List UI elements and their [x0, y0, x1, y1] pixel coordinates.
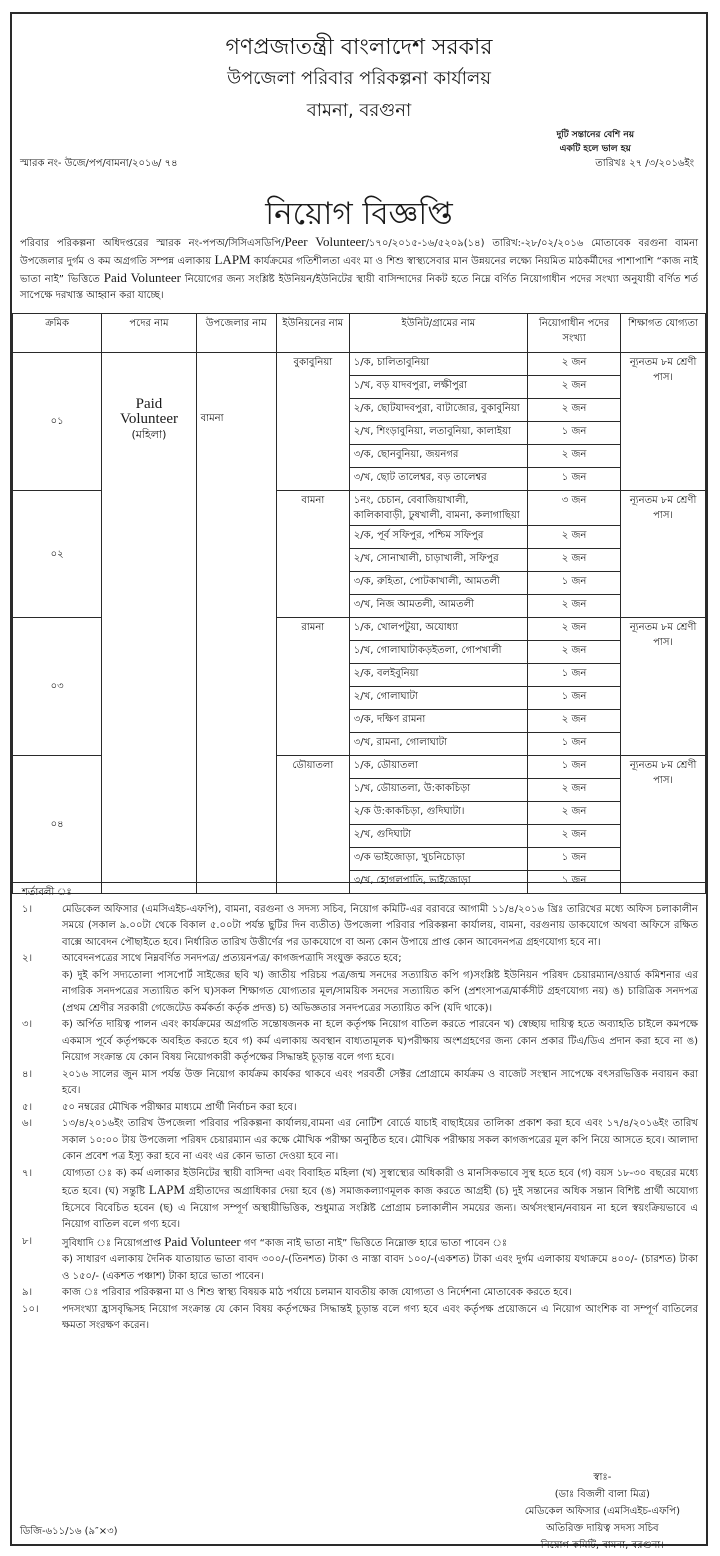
- header-serial: ক্রমিক: [13, 314, 102, 353]
- unit-name-cell: ১/ক, খোলপটুয়া, অযোধ্যা: [349, 618, 527, 641]
- serial-cell: ০১: [13, 353, 102, 491]
- post-name-en: Paid Volunteer: [119, 396, 178, 427]
- unit-name-cell: ৩/ক, দক্ষিণ রামনা: [349, 710, 527, 733]
- post-count-cell: ২ জন: [528, 445, 621, 468]
- unit-name-cell: ৩/খ, নিজ আমতলী, আমতলী: [349, 595, 527, 618]
- unit-name-cell: ১/খ, গোলাঘাটাকড়ইতলা, গোপখালী: [349, 641, 527, 664]
- term-item: [22, 1302, 698, 1335]
- notice-page: [10, 12, 708, 1551]
- header-education: শিক্ষাগত যোগ্যতা: [621, 314, 706, 353]
- term-item: [22, 902, 698, 952]
- term-text: কাজ ঃ পরিবার পরিকল্পনা মা ও শিশু স্বাস্থ্য বিষয়ক মাঠ পর্যায়ে চলমান যাবতীয় কাজ যোগ্যতা ও নির্দেশনা মোতাবেক করতে হবে।: [62, 1287, 572, 1298]
- post-count-cell: ২ জন: [528, 825, 621, 848]
- term-text-en: Paid Volunteer: [164, 1233, 241, 1249]
- post-count-cell: ১ জন: [528, 664, 621, 687]
- post-count-cell: ১ জন: [528, 848, 621, 871]
- post-count-cell: ২ জন: [528, 526, 621, 549]
- memo-number: স্মারক নং- উজে/পপ/বামনা/২০১৬/ ৭৪: [20, 158, 178, 169]
- signature-block: [525, 1469, 680, 1554]
- unit-name-cell: ৩/ক ভাইজোড়া, খুচনিচোড়া: [349, 848, 527, 871]
- term-number: ১।: [22, 903, 33, 915]
- unit-name-cell: ৩/খ, হোগলপাতি, ভাইজোড়া: [349, 871, 527, 894]
- education-cell: ন্যূনতম ৮ম শ্রেণী পাস।: [621, 353, 706, 491]
- unit-name-cell: ১/খ, বড় যাদবপুরা, লক্ষীপুরা: [349, 376, 527, 399]
- term-item: [22, 1067, 698, 1100]
- term-number: ৬।: [22, 1118, 33, 1129]
- term-item: [22, 1100, 698, 1117]
- term-item: [22, 1166, 698, 1234]
- table-header-row: [13, 314, 706, 353]
- vacancy-table: [12, 313, 706, 894]
- post-count-cell: ২ জন: [528, 779, 621, 802]
- serial-cell: ০৩: [13, 618, 102, 756]
- term-item: [22, 1285, 698, 1302]
- unit-name-cell: ১/খ, ডৌয়াতলা, উ:কাকচিড়া: [349, 779, 527, 802]
- term-text-en: LAPM: [148, 1182, 185, 1197]
- header-union: ইউনিয়নের নাম: [276, 314, 349, 353]
- unit-name-cell: ২/খ, শিংড়াবুনিয়া, লতাবুনিয়া, কালাইয়া: [349, 422, 527, 445]
- post-count-cell: ২ জন: [528, 376, 621, 399]
- unit-name-cell: ২/খ, গুদিঘাটা: [349, 825, 527, 848]
- motto-line-2: একটি হলে ভাল হয়: [559, 144, 631, 154]
- unit-name-cell: ২/ক, ছোটযাদবপুরা, বাটাজোর, বুকাবুনিয়া: [349, 399, 527, 422]
- signatory-designation: মেডিকেল অফিসার (এমসিএইচ-এফপি): [524, 1506, 680, 1517]
- term-text: মেডিকেল অফিসার (এমসিএইচ-এফপি), বামনা, বরগুনা ও সদস্য সচিব, নিয়োগ কমিটি-এর বরাবরে আগামী ১১/৪/২০১৬ খ্রিঃ তারিখের মধ্যে অফিস চলাকালীন সময়ে (সকাল ৯.০০টা থেকে বিকাল ৫.০০টা পর্যন্ত ছুটির দিন ব্যতীত) উপজেলা পরিবার পরিকল্পনা কার্যালয়, বামনা, বরগুনায় ডাকযোগে অথবা অফিসে রক্ষিত বাক্সে আবেদন পৌছাইতে হবে। নির্ধারিত তারিখ উত্তীর্ণের পর ডাকযোগে বা অন্য কোন উপায়ে প্রাপ্ত কোন আবেদনপত্র গ্রহণযোগ্য হবে না।: [62, 903, 698, 948]
- union-cell: রামনা: [276, 618, 349, 756]
- header-upazila: উপজেলার নাম: [196, 314, 276, 353]
- motto-line-1: দুটি সন্তানের বেশি নয়: [556, 130, 634, 140]
- upazila-name: বামনা: [200, 413, 224, 424]
- table-row: [13, 353, 706, 376]
- post-count-cell: ২ জন: [528, 802, 621, 825]
- term-number: ৩।: [22, 1019, 33, 1030]
- unit-name-cell: ৩/খ, ছোট তালেশ্বর, বড় তালেশ্বর: [349, 468, 527, 491]
- location-heading: বামনা, বরগুনা: [306, 100, 412, 121]
- term-text: [62, 1234, 698, 1253]
- post-count-cell: ১ জন: [528, 687, 621, 710]
- signatory-name: (ডাঃ বিজলী বালা মিত্র): [554, 1489, 650, 1500]
- family-planning-motto: [556, 128, 634, 156]
- unit-name-cell: ২/ক, পূর্ব সফিপুর, পশ্চিম সফিপুর: [349, 526, 527, 549]
- unit-name-cell: ১/ক, চালিতাবুনিয়া: [349, 353, 527, 376]
- post-count-cell: ৩ জন: [528, 491, 621, 526]
- post-name-cell: [102, 353, 196, 894]
- term-text: ৫০ নম্বরের মৌখিক পরীক্ষার মাধ্যমে প্রার্থী নির্বাচন করা হবে।: [62, 1101, 297, 1113]
- intro-part-4: নিয়োগের জন্য সংশ্লিষ্ট ইউনিয়ন/ইউনিটের স্থায়ী বাসিন্দাদের নিকট হতে নিম্নে বর্ণিত নিয়োগাধীন পদের সংখ্যা অনুযায়ী বর্ণিত শর্ত সাপেক্ষে দরখাস্ত আহ্বান করা যাচ্ছে।: [20, 274, 699, 301]
- term-text: [62, 1166, 698, 1234]
- header-post-count: নিয়োগাধীন পদের সংখ্যা: [528, 314, 621, 353]
- upazila-cell: [196, 353, 276, 894]
- table-body: [13, 353, 706, 894]
- notice-title: নিয়োগ বিজ্ঞপ্তি: [265, 196, 453, 232]
- term-text: ক) অর্পিত দায়িত্ব পালন এবং কার্যক্রমের অগ্রগতি সন্তোষজনক না হলে কর্তৃপক্ষ নিয়োগ বাতিল করতে পারবেন খ) স্বেচ্ছায় দায়িত্ব হতে অব্যাহতি চাইলে কমপক্ষে একমাস পূর্বে কর্তৃপক্ষকে অবহিত করতে হবে গ) কর্ম এলাকায় অবস্থান বাধ্যতামূলক ঘ)পরীক্ষায় অংশগ্রহণের জন্য কোন প্রকার টিএ/ডিএ প্রদান করা হবে না ঙ) নিয়োগ সংক্রান্ত যে কোন বিষয় নিয়োগকারী কর্তৃপক্ষের সিদ্ধান্তই চূড়ান্ত বলে গণ্য হবে।: [62, 1019, 698, 1063]
- term-number: ৯।: [22, 1287, 33, 1298]
- signatory-role: অতিরিক্ত দায়িত্ব সদস্য সচিব: [546, 1523, 659, 1534]
- term-text-b: গ্রহীতাদের অগ্রাধিকার দেয়া হবে (ঙ) সমাজকল্যাণমূলক কাজ করতে আগ্রহী (চ) দুই সন্তানের অধিক সন্তান বিশিষ্ট প্রার্থী অযোগ্য হিসেবে বিবেচিত হবেন (ছ) এ নিয়োগ সম্পূর্ণ অস্থায়ীভিত্তিক, শুধুমাত্র সংশ্লিষ্ট প্রোগ্রাম চলাকালীন সময়ের জন্য। অর্থসংস্থান/নবায়ন না হলে স্বয়ংক্রিয়ভাবে এ নিয়োগ বাতিল বলে গণ্য হবে।: [62, 1186, 698, 1230]
- unit-name-cell: ২/খ, সোনাখালী, চাড়াখালী, সফিপুর: [349, 549, 527, 572]
- term-number: ৮।: [22, 1235, 33, 1247]
- term-item: [22, 1017, 698, 1067]
- unit-name-cell: ৩/ক, ছোনবুনিয়া, জয়নগর: [349, 445, 527, 468]
- terms-title: শর্তাবলী ঃ: [22, 887, 72, 898]
- term-text: ১৩/৪/২০১৬ইং তারিখ উপজেলা পরিবার পরিকল্পনা কার্যালয়,বামনা এর নোটিশ বোর্ডে যাচাই বাছাইয়ের তালিকা প্রকাশ করা হবে এবং ১৭/৪/২০১৬ইং তারিখ সকাল ১০:০০ টায় উপজেলা পরিষদ চেয়ারম্যান এর কক্ষে মৌখিক পরীক্ষা অনুষ্ঠিত হবে। মৌখিক পরীক্ষায় সকল কাগজপত্রের মূল কপি নিয়ে আসতে হবে। আলাদা কোন প্রবেশ পত্র ইস্যু করা হবে না এবং এর কোন ভাতা দেওয়া হবে না।: [62, 1118, 698, 1162]
- term-number: ৭।: [22, 1167, 33, 1179]
- header-unit: ইউনিট/গ্রামের নাম: [349, 314, 527, 353]
- intro-part-2: /১৭০/২০১৫-১৬/৫২০৯(১৪) তারিখ:-২৮/০২/২০১৬ মোতাবেক বরগুনা বামনা উপজেলার দুর্গম ও কম অগ্রগতি সম্পন্ন এলাকায়: [20, 238, 698, 267]
- education-cell: ন্যূনতম ৮ম শ্রেণী পাস।: [621, 618, 706, 756]
- intro-part-3: কার্যক্রমের গতিশীলতা এবং মা ও শিশু স্বাস্থ্যসেবার মান উন্নয়নের লক্ষ্যে নিয়মিত মাঠকর্মীদের পাশাপাশি “কাজ নাই ভাতা নাই” ভিত্তিতে: [20, 256, 698, 285]
- term-text: আবেদনপত্রের সাথে নিম্নবর্ণিত সনদপত্র/ প্রত্যয়নপত্র/ কাগজপত্রাদি সংযুক্ত করতে হবে;: [62, 953, 402, 964]
- term-number: ২।: [22, 953, 33, 964]
- unit-name-cell: ২/ক উ:কাকচিড়া, গুদিঘাটা।: [349, 802, 527, 825]
- terms-section: [12, 882, 706, 1335]
- term-text-block: [62, 1234, 698, 1286]
- term-text: পদসংখ্যা হ্রাসবৃদ্ধিসহ নিয়োগ সংক্রান্ত যে কোন বিষয় কর্তৃপক্ষের সিদ্ধান্তই চূড়ান্ত বলে গণ্য হবে এবং কর্তৃপক্ষ প্রয়োজনে এ নিয়োগ আংশিক বা সম্পূর্ণ বাতিলের ক্ষমতা সংরক্ষণ করেন।: [62, 1303, 698, 1331]
- post-count-cell: ১ জন: [528, 756, 621, 779]
- term-item: [22, 1116, 698, 1166]
- post-count-cell: ২ জন: [528, 641, 621, 664]
- term-item: [22, 951, 698, 1017]
- signatory-committee: নিয়োগ কমিটি, বামনা, বরগুনা।: [540, 1540, 664, 1551]
- term-text-b: গণ “কাজ নাই ভাতা নাই” ভিত্তিতে নিম্নোক্ত হারে ভাতা পাবেন ঃ: [240, 1237, 508, 1249]
- post-count-cell: ২ জন: [528, 618, 621, 641]
- publication-code: ডিজি-৬১১/১৬ (৯″×৩): [20, 1526, 118, 1537]
- post-count-cell: ১ জন: [528, 422, 621, 445]
- term-number: ১০।: [22, 1303, 39, 1315]
- post-count-cell: ১ জন: [528, 572, 621, 595]
- post-count-cell: ১ জন: [528, 468, 621, 491]
- serial-cell: ০৪: [13, 756, 102, 894]
- unit-name-cell: ২/খ, গোলাঘাটা: [349, 687, 527, 710]
- post-count-cell: ২ জন: [528, 399, 621, 422]
- post-count-cell: ২ জন: [528, 353, 621, 376]
- unit-name-cell: ৩/ক, রুহিতা, পোটকাখালী, আমতলী: [349, 572, 527, 595]
- post-count-cell: ২ জন: [528, 595, 621, 618]
- union-cell: ডৌয়াতলা: [276, 756, 349, 894]
- post-count-cell: ১ জন: [528, 871, 621, 894]
- office-heading: উপজেলা পরিবার পরিকল্পনা কার্যালয়: [227, 68, 491, 89]
- union-cell: বুকাবুনিয়া: [276, 353, 349, 491]
- unit-name-cell: ৩/খ, রামনা, গোলাঘাটা: [349, 733, 527, 756]
- term-item: [22, 1234, 698, 1286]
- serial-cell: ০২: [13, 491, 102, 618]
- term-subtext: ক) সাধারণ এলাকায় দৈনিক যাতায়াত ভাতা বাবদ ৩০০/-(তিনশত) টাকা ও নাস্তা বাবদ ১০০/-(একশত) টাকা এবং দুর্গম এলাকায় যথাক্রমে ৪০০/- (চারশত) টাকা ও ১৫০/- (একশত পঞ্চাশ) টাকা হারে ভাতা পাবেন।: [62, 1254, 698, 1282]
- education-cell: ন্যূনতম ৮ম শ্রেণী পাস।: [621, 491, 706, 618]
- post-name-bn: (মহিলা): [131, 428, 167, 441]
- post-count-cell: ২ জন: [528, 710, 621, 733]
- government-heading: গণপ্রজাতন্ত্রী বাংলাদেশ সরকার: [225, 35, 493, 60]
- intro-paragraph: [20, 234, 698, 304]
- header-post-name: পদের নাম: [102, 314, 196, 353]
- unit-name-cell: ১নং, চেচান, বেবাজিয়াখালী, কালিকাবাড়ী, ঢুষখালী, বামনা, কলাগাছিয়া: [349, 491, 527, 526]
- term-number: ৫।: [22, 1101, 33, 1113]
- term-subtext: ক) দুই কপি সদ্যতোলা পাসপোর্ট সাইজের ছবি খ) জাতীয় পরিচয় পত্র/জন্ম সনদের সত্যায়িত কপি গ)সংশ্লিষ্ট ইউনিয়ন পরিষদ চেয়ারম্যান/ওয়ার্ড কমিশনার এর নাগরিক সনদপত্রের সত্যায়িত কপি ঘ)সকল শিক্ষাগত যোগ্যতার মূল/সাময়িক সনদের সত্যায়িত কপি (প্রশংসাপত্র/মার্কসীট গ্রহণযোগ্য নয়) ঙ) চারিত্রিক সনদপত্র (প্রথম শ্রেণীর সরকারী গেজেটেড কর্মকর্তা কর্তৃক প্রদত্ত) চ) অভিজ্ঞতার সনদপত্রের সত্যায়িত কপি (যদি থাকে)।: [62, 969, 698, 1014]
- union-cell: বামনা: [276, 491, 349, 618]
- unit-name-cell: ১/ক, ডৌয়াতলা: [349, 756, 527, 779]
- intro-part-3-en: Paid Volunteer: [103, 270, 181, 285]
- post-count-cell: ২ জন: [528, 549, 621, 572]
- term-text-a: যোগ্যতা ঃ ক) কর্ম এলাকার ইউনিটের স্থায়ী বাসিন্দা এবং বিবাহিত মহিলা (খ) সুস্বাস্থ্যের অধিকারী ও মানসিকভাবে সুস্থ হতে হবে (গ) বয়স ১৮-৩০ বছরের মধ্যে হতে হবে। (ঘ) সন্তুষ্টি: [62, 1167, 698, 1197]
- notice-date: তারিখঃ ২৭ /৩/২০১৬ইং: [595, 158, 694, 169]
- term-number: ৪।: [22, 1068, 33, 1080]
- term-text-block: [62, 951, 698, 1017]
- unit-name-cell: ২/ক, বলইবুনিয়া: [349, 664, 527, 687]
- intro-part-1-en: Peer Volunteer: [284, 234, 366, 249]
- intro-part-2-en: LAPM: [214, 252, 251, 267]
- signature-mark: স্বাঃ-: [593, 1472, 612, 1483]
- education-cell: ন্যূনতম ৮ম শ্রেণী পাস।: [621, 756, 706, 894]
- term-text: ২০১৬ সালের জুন মাস পর্যন্ত উক্ত নিয়োগ কার্যক্রম কার্যকর থাকবে এবং পরবর্তী সেক্টর প্রোগ্রামে কার্যক্রম ও বাজেট সংস্থান সাপেক্ষে বৎসরভিত্তিক নবায়ন করা হবে।: [62, 1068, 698, 1096]
- intro-part-1: পরিবার পরিকল্পনা অধিদপ্তরের স্মারক নং-পপঅ/সিসিএসডিপি/: [20, 238, 285, 249]
- post-count-cell: ১ জন: [528, 733, 621, 756]
- term-text-a: সুবিধাদি ঃ নিয়োগপ্রাপ্ত: [62, 1237, 165, 1249]
